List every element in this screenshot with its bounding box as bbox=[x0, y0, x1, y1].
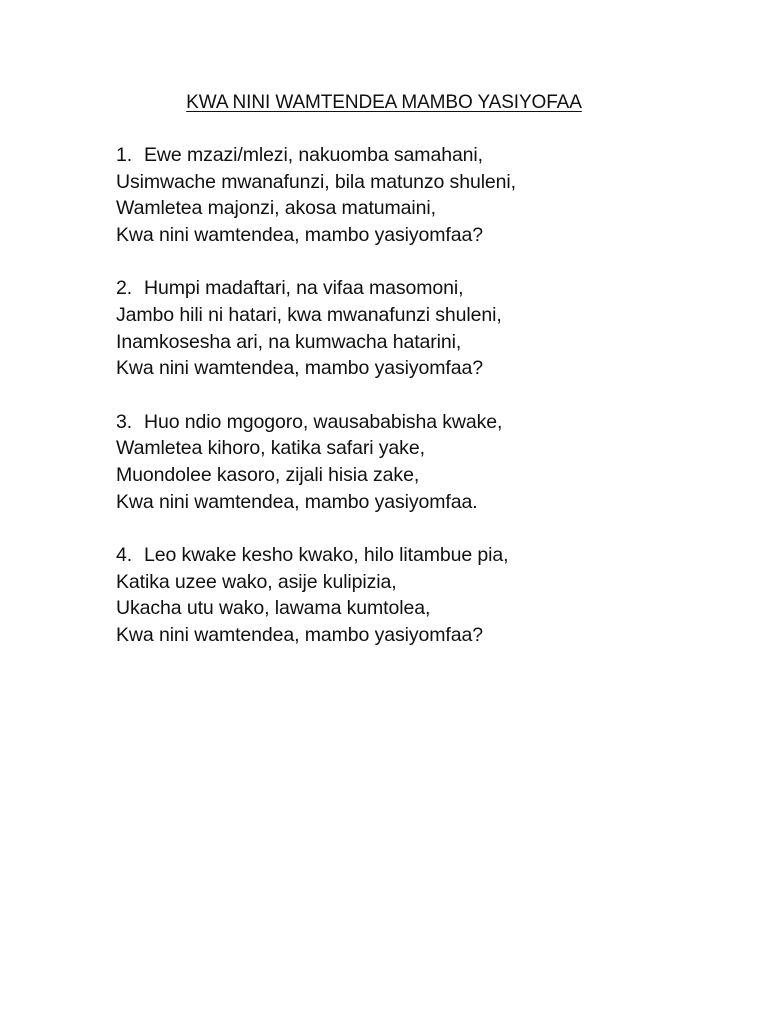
stanza-3 bbox=[116, 409, 736, 515]
line-text: Humpi madaftari, na vifaa masomoni, bbox=[144, 277, 464, 300]
stanza-1 bbox=[116, 142, 736, 248]
stanza-number: 2. bbox=[116, 277, 133, 300]
stanza-line bbox=[116, 275, 736, 302]
stanza-line: Kwa nini wamtendea, mambo yasiyomfaa? bbox=[116, 223, 483, 246]
stanza-number: 1. bbox=[116, 144, 133, 166]
stanza-4 bbox=[116, 542, 736, 648]
stanza-line bbox=[116, 542, 736, 569]
line-text: Leo kwake kesho kwako, hilo litambue pia, bbox=[144, 544, 509, 567]
stanza-line bbox=[116, 409, 736, 436]
stanza-line: Wamletea kihoro, katika safari yake, bbox=[116, 437, 425, 460]
poem-body bbox=[116, 142, 736, 676]
line-text: Ewe mzazi/mlezi, nakuomba samahani, bbox=[144, 144, 483, 166]
stanza-line bbox=[116, 142, 736, 169]
stanza-line: Katika uzee wako, asije kulipizia, bbox=[116, 570, 397, 593]
stanza-line: Jambo hili ni hatari, kwa mwanafunzi shuleni, bbox=[116, 303, 502, 326]
stanza-number: 4. bbox=[116, 544, 133, 567]
stanza-2 bbox=[116, 275, 736, 381]
stanza-line: Wamletea majonzi, akosa matumaini, bbox=[116, 197, 436, 220]
stanza-line: Muondolee kasoro, zijali hisia zake, bbox=[116, 463, 420, 486]
stanza-line: Kwa nini wamtendea, mambo yasiyomfaa. bbox=[116, 490, 478, 513]
line-text: Huo ndio mgogoro, wausababisha kwake, bbox=[144, 410, 503, 433]
stanza-line: Kwa nini wamtendea, mambo yasiyomfaa? bbox=[116, 623, 483, 646]
stanza-line: Ukacha utu wako, lawama kumtolea, bbox=[116, 597, 431, 620]
document-title: KWA NINI WAMTENDEA MAMBO YASIYOFAA bbox=[186, 92, 582, 113]
stanza-number: 3. bbox=[116, 410, 133, 433]
stanza-line: Usimwache mwanafunzi, bila matunzo shuleni, bbox=[116, 170, 516, 193]
stanza-line: Inamkosesha ari, na kumwacha hatarini, bbox=[116, 330, 462, 353]
stanza-line: Kwa nini wamtendea, mambo yasiyomfaa? bbox=[116, 357, 483, 380]
